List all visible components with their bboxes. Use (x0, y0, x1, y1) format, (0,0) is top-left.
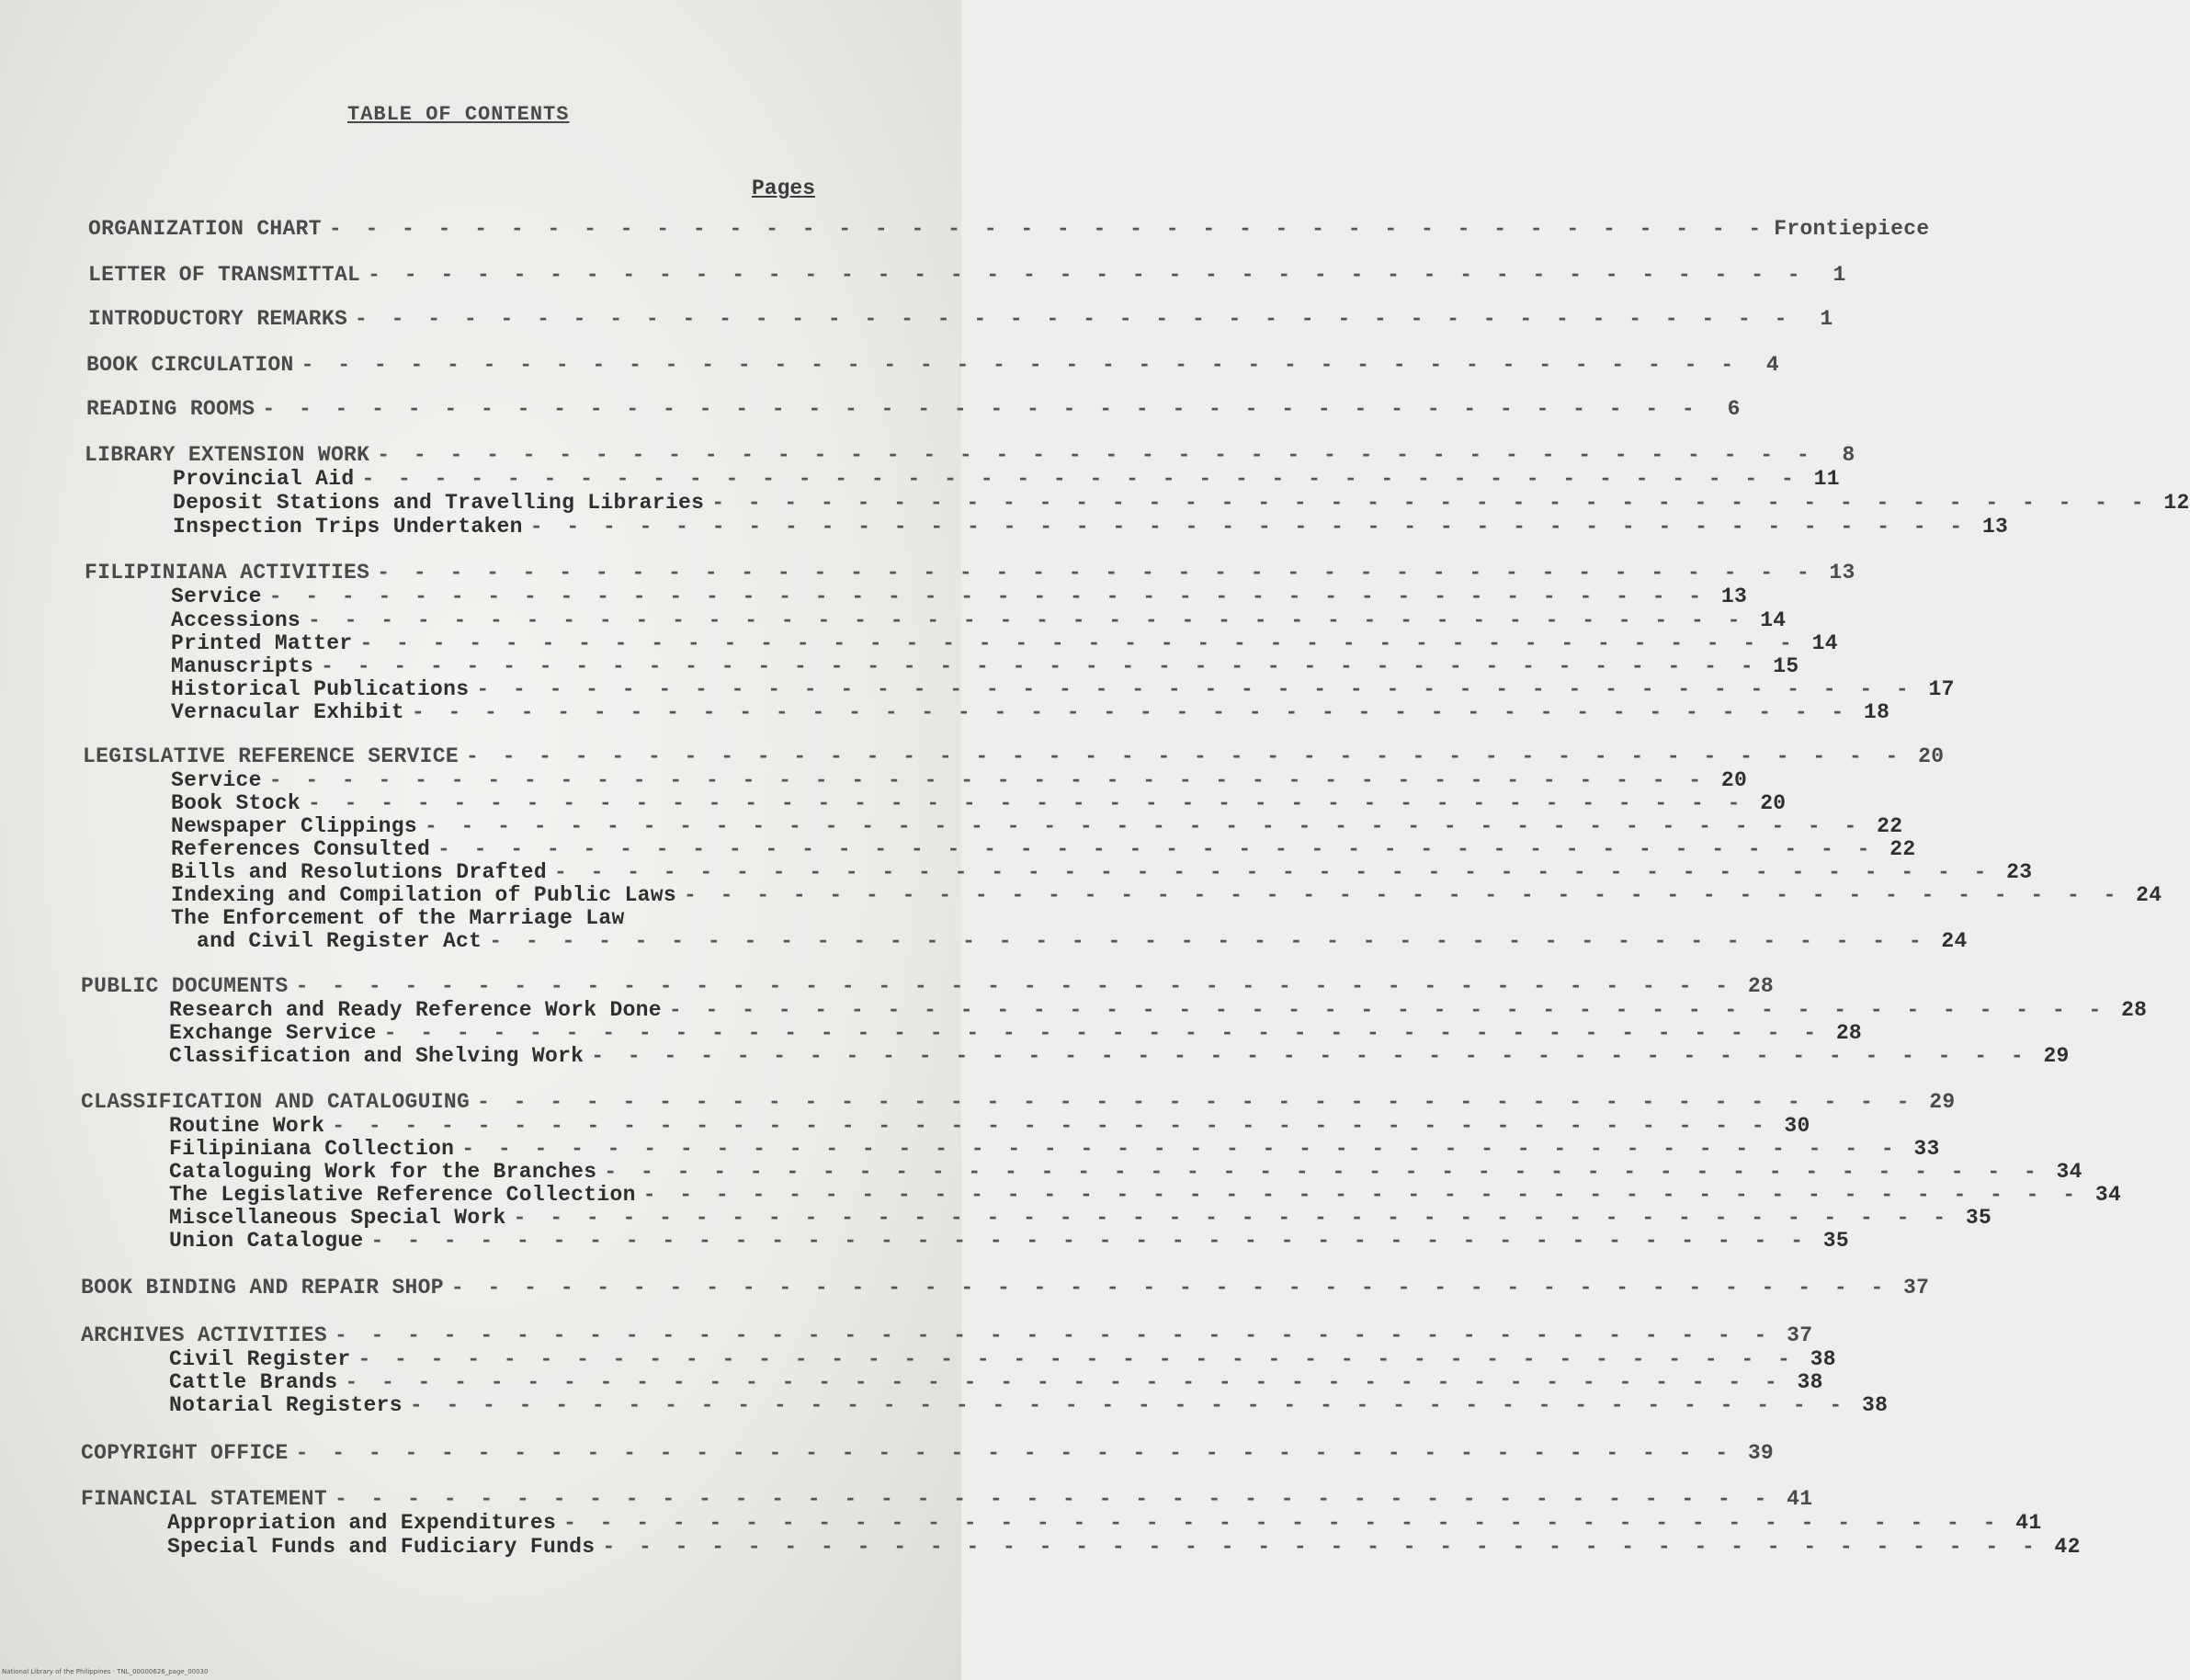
toc-entry (167, 1535, 2081, 1559)
toc-entry-page: 38 (1862, 1393, 1889, 1417)
toc-entry-text: Vernacular Exhibit (171, 700, 404, 724)
toc-entry-page: 13 (1829, 561, 1855, 585)
toc-entry (85, 561, 1855, 585)
toc-entry-text: Union Catalogue (169, 1229, 364, 1253)
toc-leader: - - - - - - - - - - - - - - - - - - - - - - - - - - - - - - - - - - - - - - - - (642, 1183, 2082, 1207)
toc-entry-page: 42 (2054, 1535, 2081, 1559)
toc-entry (81, 974, 1775, 998)
toc-entry (81, 1323, 1813, 1347)
toc-entry-page: 24 (2136, 883, 2162, 907)
toc-leader: - - - - - - - - - - - - - - - - - - - - - - - - - - - - - - - - - - - - - - - - (301, 353, 1740, 377)
toc-entry-text: Book Stock (171, 791, 301, 815)
toc-entry-page: 13 (1720, 585, 1748, 608)
toc-entry (86, 397, 1741, 421)
toc-entry-page: 22 (1877, 814, 1903, 838)
toc-entry-page: 34 (2056, 1160, 2082, 1184)
toc-entry (169, 1347, 1836, 1371)
toc-entry-page: Frontiepiece (1774, 217, 1930, 241)
toc-entry (169, 1370, 1823, 1394)
toc-entry-text: Service (171, 768, 262, 792)
toc-entry (171, 860, 2033, 884)
toc-entry-page: 4 (1765, 353, 1780, 377)
toc-entry-page: 20 (1918, 744, 1945, 768)
pages-column-header: Pages (752, 176, 816, 200)
toc-entry-page: 38 (1797, 1370, 1823, 1394)
toc-entry-page: 35 (1965, 1206, 1992, 1230)
toc-entry-text: Classification and Shelving Work (169, 1044, 584, 1068)
toc-entry (169, 998, 2148, 1022)
toc-leader: - - - - - - - - - - - - - - - - - - - - - - - - - - - - - - - - - - - - - - - - (308, 791, 1746, 815)
toc-leader: - - - - - - - - - - - - - - - - - - - - - - - - - - - - - - - - - - - - - - - - (321, 654, 1759, 678)
toc-entry (173, 515, 2009, 539)
toc-entry (169, 1114, 1810, 1138)
toc-leader: - - - - - - - - - - - - - - - - - - - - - - - - - - - - - - - - - - - - - - - - (513, 1206, 1952, 1230)
toc-leader: - - - - - - - - - - - - - - - - - - - - - - - - - - - - - - - - - - - - - - - - (711, 491, 2150, 515)
toc-entry-text: FINANCIAL STATEMENT (81, 1487, 327, 1511)
toc-entry (171, 791, 1787, 815)
toc-leader: - - - - - - - - - - - - - - - - - - - - - - - - - - - - - - - - - - - - - - - - (424, 814, 1863, 838)
toc-leader: - - - - - - - - - - - - - - - - - - - - - - - - - - - - - - - - - - - - - - - - (437, 837, 1876, 861)
toc-entry-page: 30 (1784, 1114, 1810, 1138)
toc-entry (81, 1090, 1956, 1114)
toc-entry-text: The Enforcement of the Marriage Law (171, 906, 625, 930)
toc-entry-text: Manuscripts (171, 654, 314, 678)
toc-entry (171, 768, 1748, 792)
toc-entry-page: 41 (2015, 1511, 2042, 1535)
toc-entry-page: 18 (1864, 700, 1890, 724)
toc-leader: - - - - - - - - - - - - - - - - - - - - - - - - - - - - - - - - - - - - - - - - (328, 217, 1767, 241)
toc-leader: - - - - - - - - - - - - - - - - - - - - - - - - - - - - - - - - - - - - - - - - (461, 1137, 1900, 1161)
toc-entry-page: 35 (1822, 1229, 1849, 1253)
toc-entry (171, 608, 1787, 632)
toc-entry-page: 39 (1747, 1441, 1775, 1465)
toc-leader: - - - - - - - - - - - - - - - - - - - - - - - - - - - - - - - - - - - - - - - - (465, 744, 1904, 768)
toc-entry (171, 837, 1916, 861)
toc-entry-page: 37 (1903, 1276, 1930, 1300)
toc-leader: - - - - - - - - - - - - - - - - - - - - - - - - - - - - - - - - - - - - - - - - (489, 929, 1927, 953)
toc-entry-page: 13 (1981, 515, 2009, 539)
toc-entry (171, 654, 1799, 678)
toc-leader: - - - - - - - - - - - - - - - - - - - - - - - - - - - - - - - - - - - - - - - - (553, 860, 1992, 884)
toc-entry-page: 8 (1842, 443, 1855, 467)
toc-entry (83, 744, 1945, 768)
toc-entry-page: 41 (1787, 1487, 1813, 1511)
toc-leader: - - - - - - - - - - - - - - - - - - - - - - - - - - - - - - - - - - - - - - - - (361, 467, 1799, 491)
toc-entry (171, 631, 1838, 655)
toc-entry-text: Service (171, 585, 262, 608)
toc-entry (173, 467, 1840, 491)
toc-entry (81, 1487, 1813, 1511)
toc-entry (88, 263, 1846, 287)
toc-entry (169, 1206, 1992, 1230)
toc-leader: - - - - - - - - - - - - - - - - - - - - - - - - - - - - - - - - - - - - - - - - (334, 1323, 1773, 1347)
toc-entry-text: Deposit Stations and Travelling Libraries (173, 491, 705, 515)
toc-title: TABLE OF CONTENTS (347, 103, 570, 126)
toc-leader: - - - - - - - - - - - - - - - - - - - - - - - - - - - - - - - - - - - - - - - - (368, 263, 1806, 287)
toc-leader: - - - - - - - - - - - - - - - - - - - - - - - - - - - - - - - - - - - - - - - - (563, 1511, 2002, 1535)
toc-entry-page: 23 (2006, 860, 2033, 884)
toc-entry-page: 34 (2094, 1183, 2122, 1207)
toc-entry-page: 33 (1913, 1137, 1940, 1161)
toc-entry-text: The Legislative Reference Collection (169, 1183, 636, 1207)
toc-leader: - - - - - - - - - - - - - - - - - - - - - - - - - - - - - - - - - - - - - - - - (377, 443, 1815, 467)
toc-entry-page: 17 (1928, 677, 1955, 701)
toc-entry-text: INTRODUCTORY REMARKS (88, 307, 348, 331)
toc-entry (171, 700, 1890, 724)
toc-entry-text: Accessions (171, 608, 301, 632)
toc-entry-text: Civil Register (169, 1347, 351, 1371)
toc-leader: - - - - - - - - - - - - - - - - - - - - - - - - - - - - - - - - - - - - - - - - (411, 700, 1850, 724)
toc-entry-text: Inspection Trips Undertaken (173, 515, 523, 539)
toc-entry-page: 28 (1747, 974, 1775, 998)
toc-entry-page: 28 (1835, 1021, 1863, 1045)
toc-entry-text: PUBLIC DOCUMENTS (81, 974, 289, 998)
toc-entry-text: Research and Ready Reference Work Done (169, 998, 662, 1022)
toc-entry-text: Cattle Brands (169, 1370, 338, 1394)
toc-entry (167, 1511, 2042, 1535)
toc-leader: - - - - - - - - - - - - - - - - - - - - - - - - - - - - - - - - - - - - - - - - (359, 631, 1798, 655)
toc-entry-text: Historical Publications (171, 677, 470, 701)
toc-entry-text: Notarial Registers (169, 1393, 403, 1417)
toc-entry (171, 883, 2162, 907)
toc-entry-page: 14 (1760, 608, 1787, 632)
toc-leader: - - - - - - - - - - - - - - - - - - - - - - - - - - - - - - - - - - - - - - - - (476, 677, 1914, 701)
toc-entry-text: BOOK BINDING AND REPAIR SHOP (81, 1276, 444, 1300)
toc-entry-text: Exchange Service (169, 1021, 377, 1045)
toc-entry-text: Cataloguing Work for the Branches (169, 1160, 597, 1184)
toc-leader: - - - - - - - - - - - - - - - - - - - - - - - - - - - - - - - - - - - - - - - - (477, 1090, 1915, 1114)
toc-entry-text: Routine Work (169, 1114, 325, 1138)
toc-entry (86, 353, 1780, 377)
toc-entry (81, 1276, 1930, 1300)
toc-entry (88, 217, 1930, 241)
toc-leader: - - - - - - - - - - - - - - - - - - - - - - - - - - - - - - - - - - - - - - - - (355, 307, 1793, 331)
toc-entry-page: 24 (1941, 929, 1968, 953)
toc-leader: - - - - - - - - - - - - - - - - - - - - - - - - - - - - - - - - - - - - - - - - (450, 1276, 1889, 1300)
toc-leader: - - - - - - - - - - - - - - - - - - - - - - - - - - - - - - - - - - - - - - - - (345, 1370, 1783, 1394)
toc-entry (171, 677, 1955, 701)
toc-entry-text: BOOK CIRCULATION (86, 353, 294, 377)
toc-entry-text: COPYRIGHT OFFICE (81, 1441, 289, 1465)
toc-entry-text: LIBRARY EXTENSION WORK (85, 443, 370, 467)
toc-entry-text: LETTER OF TRANSMITTAL (88, 263, 361, 287)
toc-leader: - - - - - - - - - - - - - - - - - - - - - - - - - - - - - - - - - - - - - - - - (332, 1114, 1770, 1138)
toc-entry-page: 15 (1773, 654, 1799, 678)
toc-entry (173, 491, 2190, 515)
toc-entry (169, 1393, 1889, 1417)
toc-leader: - - - - - - - - - - - - - - - - - - - - - - - - - - - - - - - - - - - - - - - - (262, 397, 1700, 421)
toc-leader: - - - - - - - - - - - - - - - - - - - - - - - - - - - - - - - - - - - - - - - - (295, 974, 1734, 998)
toc-entry-text: CLASSIFICATION AND CATALOGUING (81, 1090, 471, 1114)
toc-entry (169, 1160, 2082, 1184)
toc-entry-text: Newspaper Clippings (171, 814, 417, 838)
toc-leader: - - - - - - - - - - - - - - - - - - - - - - - - - - - - - - - - - - - - - - - - (377, 561, 1815, 585)
toc-entry-page: 28 (2121, 998, 2148, 1022)
toc-entry-text: READING ROOMS (86, 397, 255, 421)
toc-entry-page: 20 (1720, 768, 1748, 792)
toc-entry-page: 6 (1727, 397, 1741, 421)
toc-entry (171, 814, 1903, 838)
archive-footer: National Library of the Philippines · TNL_00000626_page_00030 (2, 1668, 209, 1675)
toc-entry-text: Filipiniana Collection (169, 1137, 455, 1161)
toc-entry-page: 22 (1889, 837, 1916, 861)
toc-leader: - - - - - - - - - - - - - - - - - - - - - - - - - - - - - - - - - - - - - - - - (529, 515, 1969, 539)
toc-leader: - - - - - - - - - - - - - - - - - - - - - - - - - - - - - - - - - - - - - - - - (604, 1160, 2042, 1184)
toc-entry-page: 1 (1833, 263, 1846, 287)
toc-entry-text: ARCHIVES ACTIVITIES (81, 1323, 327, 1347)
toc-entry-text: References Consulted (171, 837, 431, 861)
toc-leader: - - - - - - - - - - - - - - - - - - - - - - - - - - - - - - - - - - - - - - - - (591, 1044, 2029, 1068)
toc-leader: - - - - - - - - - - - - - - - - - - - - - - - - - - - - - - - - - - - - - - - - (308, 608, 1746, 632)
toc-leader: - - - - - - - - - - - - - - - - - - - - - - - - - - - - - - - - - - - - - - - - (295, 1441, 1734, 1465)
toc-entry (85, 443, 1855, 467)
toc-entry-page: 20 (1760, 791, 1787, 815)
toc-entry-page: 14 (1811, 631, 1838, 655)
toc-entry-text: Bills and Resolutions Drafted (171, 860, 547, 884)
toc-entry (171, 906, 722, 930)
toc-leader: - - - - - - - - - - - - - - - - - - - - - - - - - - - - - - - - - - - - - - - - (383, 1021, 1822, 1045)
toc-leader: - - - - - - - - - - - - - - - - - - - - - - - - - - - - - - - - - - - - - - - - (268, 585, 1708, 608)
toc-entry (169, 1183, 2122, 1207)
toc-entry-page: 11 (1813, 467, 1840, 491)
toc-entry (88, 307, 1833, 331)
toc-entry-text: LEGISLATIVE REFERENCE SERVICE (83, 744, 459, 768)
toc-entry-text: Appropriation and Expenditures (167, 1511, 557, 1535)
toc-entry (197, 929, 1968, 953)
toc-entry (171, 585, 1748, 608)
toc-entry-page: 37 (1787, 1323, 1813, 1347)
toc-entry-page: 29 (2043, 1044, 2070, 1068)
toc-entry-text: Miscellaneous Special Work (169, 1206, 506, 1230)
toc-entry-text: ORGANIZATION CHART (88, 217, 322, 241)
toc-leader: - - - - - - - - - - - - - - - - - - - - - - - - - - - - - - - - - - - - - - - - (409, 1393, 1848, 1417)
toc-entry (169, 1021, 1863, 1045)
toc-leader: - - - - - - - - - - - - - - - - - - - - - - - - - - - - - - - - - - - - - - - - (357, 1347, 1796, 1371)
toc-entry-text: Special Funds and Fudiciary Funds (167, 1535, 596, 1559)
toc-leader: - - - - - - - - - - - - - - - - - - - - - - - - - - - - - - - - - - - - - - - - (684, 883, 2122, 907)
toc-leader: - - - - - - - - - - - - - - - - - - - - - - - - - - - - - - - - - - - - - - - - (370, 1229, 1809, 1253)
toc-entry (169, 1229, 1849, 1253)
toc-entry-text: Indexing and Compilation of Public Laws (171, 883, 676, 907)
toc-entry-page: 29 (1929, 1090, 1956, 1114)
toc-leader: - - - - - - - - - - - - - - - - - - - - - - - - - - - - - - - - - - - - - - - - (668, 998, 2107, 1022)
toc-leader: - - - - - - - - - - - - - - - - - - - - - - - - - - - - - - - - - - - - - - - - (268, 768, 1708, 792)
toc-entry-text: FILIPINIANA ACTIVITIES (85, 561, 370, 585)
toc-entry-page: 38 (1810, 1347, 1836, 1371)
toc-entry-text: Provincial Aid (173, 467, 355, 491)
toc-entry (169, 1137, 1940, 1161)
toc-entry-text: and Civil Register Act (197, 929, 482, 953)
toc-leader: - - - - - - - - - - - - - - - - - - - - - - - - - - - - - - - - - - - - - - - - (334, 1487, 1773, 1511)
toc-entry-text: Printed Matter (171, 631, 353, 655)
toc-entry (81, 1441, 1775, 1465)
toc-leader: - - - - - - - - - - - - - - - - - - - - - - - - - - - - - - - - - - - - - - - - (602, 1535, 2040, 1559)
toc-entry-page: 1 (1820, 307, 1833, 331)
toc-entry (169, 1044, 2070, 1068)
toc-entry-page: 12 (2163, 491, 2190, 515)
